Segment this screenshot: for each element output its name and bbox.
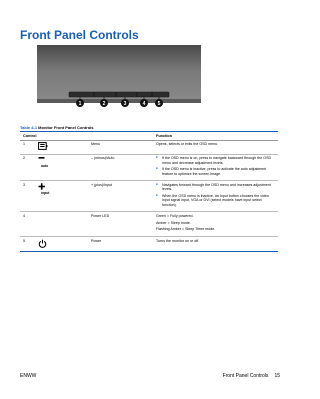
row-control: Power (88, 237, 153, 252)
function-line: Opens, selects or exits the OSD menu. (156, 142, 219, 147)
footer-section: Front Panel Controls (222, 373, 269, 379)
row-function (153, 212, 278, 237)
plus-icon (38, 183, 48, 192)
header-function: Function (153, 132, 278, 141)
row-number: 4 (20, 212, 35, 237)
callout-3-label: 3 (123, 100, 127, 107)
function-bullets (156, 156, 276, 176)
row-function (153, 140, 278, 154)
row-icon-cell (35, 212, 88, 237)
function-line: Green = Fully powered. (156, 213, 194, 218)
table-row (20, 140, 278, 154)
callout-1-label: 1 (78, 100, 82, 107)
row-number: 5 (20, 237, 35, 252)
row-function (153, 237, 278, 252)
header-control-name (88, 132, 153, 141)
input-icon-label: input (41, 190, 50, 195)
row-number: 3 (20, 181, 35, 212)
row-control: Power LED (88, 212, 153, 237)
auto-icon-label: auto (41, 164, 49, 169)
footer-right (223, 373, 280, 379)
button-strip (69, 92, 169, 97)
footer-left: ENWW (20, 373, 37, 379)
function-bullet: ■ If the OSD menu is inactive, press to activate the auto adjustment feature to optimize the screen image. (156, 167, 276, 176)
function-bullet: ■ If the OSD menu is on, press to navigate backward through the OSD menu and decrease adjustment levels. (156, 156, 276, 165)
table-row (20, 154, 278, 181)
function-bullets (156, 183, 276, 207)
menu-icon (38, 142, 48, 151)
monitor-front-panel-figure (0, 0, 300, 130)
function-line: Amber = Sleep mode. (156, 220, 191, 225)
function-line: Flashing Amber = Sleep Timer mode. (156, 227, 216, 232)
row-icon-cell (35, 154, 88, 181)
row-icon-cell (35, 181, 88, 212)
page-number: 15 (274, 373, 280, 379)
table-caption-text: Monitor Front Panel Controls (38, 125, 94, 130)
table-row (20, 181, 278, 212)
function-bullet: ■ When the OSD menu is inactive, an Input button chooses the video input signal input, VGA or DVI (select models have input select function). (156, 194, 276, 207)
power-icon (38, 239, 48, 248)
function-line: Turns the monitor on or off. (156, 238, 200, 243)
callout-4-label: 4 (142, 100, 146, 107)
row-icon-cell (35, 140, 88, 154)
bezel-bottom-edge (37, 99, 201, 103)
table-caption (20, 125, 94, 130)
function-bullet: ■ Navigates forward through the OSD menu and increases adjustment levels. (156, 183, 276, 192)
table-row (20, 212, 278, 237)
row-icon-cell (35, 237, 88, 252)
row-number: 1 (20, 140, 35, 154)
table-header-row (20, 132, 278, 141)
page-title: Front Panel Controls (20, 28, 139, 42)
row-control: Menu (88, 140, 153, 154)
table-caption-number: Table 4-1 (20, 125, 38, 130)
row-number: 2 (20, 154, 35, 181)
controls-table (20, 131, 278, 252)
row-function (153, 181, 278, 212)
header-control: Control (20, 132, 88, 141)
callout-2-label: 2 (102, 100, 106, 107)
callout-5-label: 5 (157, 100, 161, 107)
row-control: + (plus)/Input (88, 181, 153, 212)
minus-icon (38, 156, 48, 165)
row-function (153, 154, 278, 181)
table-row (20, 237, 278, 252)
row-control: – (minus)/Auto (88, 154, 153, 181)
